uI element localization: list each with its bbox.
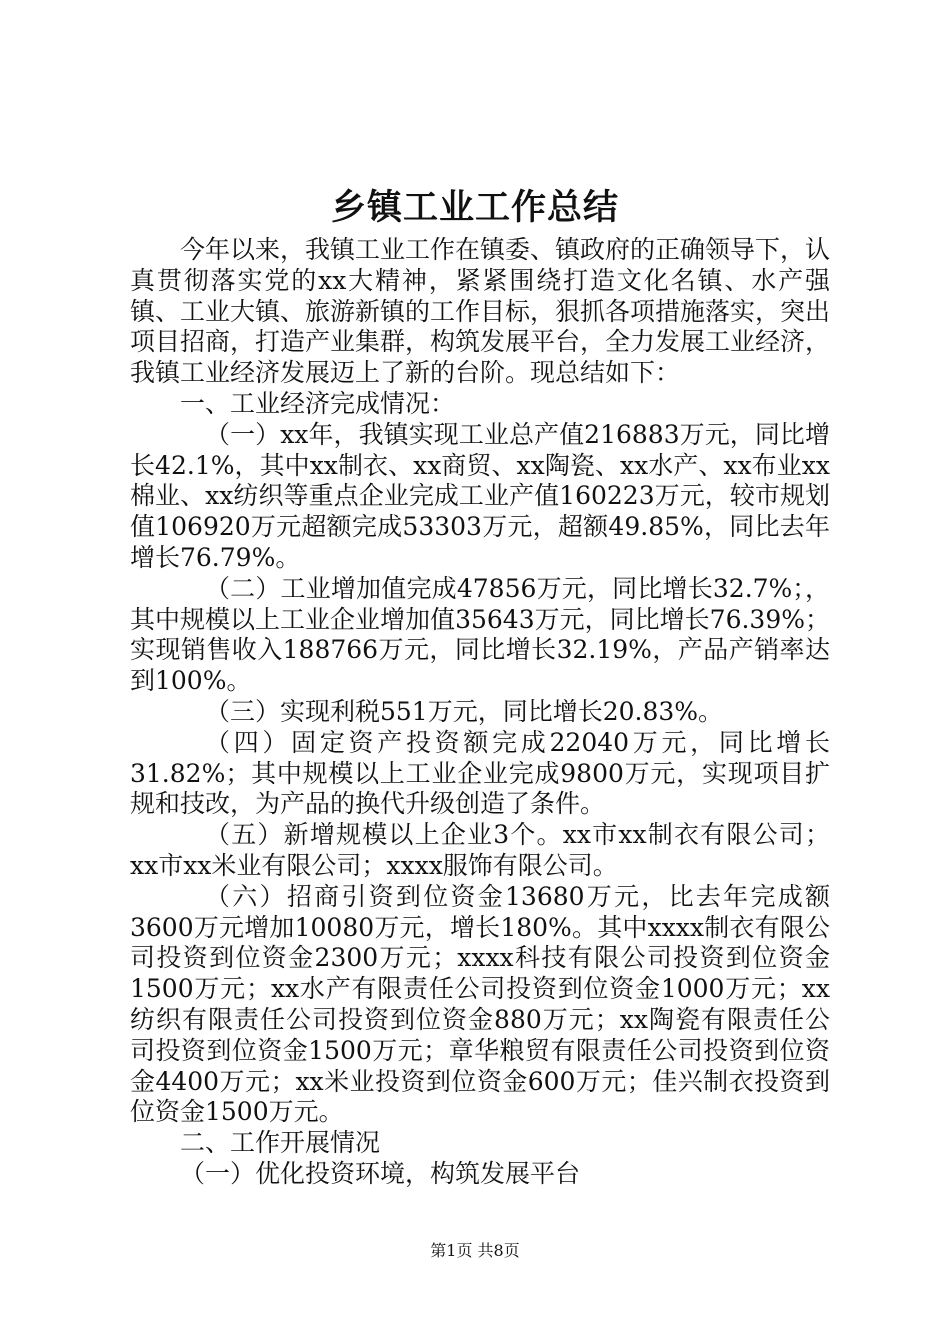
page-footer: 第1页 共8页 bbox=[430, 1241, 520, 1260]
section-heading-2: 二、工作开展情况 bbox=[180, 1128, 381, 1158]
document-body bbox=[130, 235, 830, 1190]
paragraph-item-6: （六）招商引资到位资金13680万元，比去年完成额3600万元增加10080万元，增长180%。其中xxxx制衣有限公司投资到位资金2300万元；xxxx科技有限公司投资到位资金1500万元；xx水产有限责任公司投资到位资金1000万元；xx纺织有限责任公司投资到位资金880万元；xx陶瓷有限责任公司投资到位资金1500万元；章华粮贸有限责任公司投资到位资金4400万元；xx米业投资到位资金600万元；佳兴制衣投资到位资金1500万元。 bbox=[130, 881, 830, 1127]
paragraph-item-4: （四）固定资产投资额完成22040万元，同比增长31.82%；其中规模以上工业企业完成9800万元，实现项目扩规和技改，为产品的换代升级创造了条件。 bbox=[130, 727, 830, 819]
document-title: 乡镇工业工作总结 bbox=[330, 187, 619, 228]
paragraph-item-1: （一）xx年，我镇实现工业总产值216883万元，同比增长42.1%，其中xx制衣、xx商贸、xx陶瓷、xx水产、xx布业xx棉业、xx纺织等重点企业完成工业产值160223万元，较市规划值106920万元超额完成53303万元，超额49.85%，同比去年增长76.79%。 bbox=[130, 419, 830, 572]
subsection-heading-1: （一）优化投资环境，构筑发展平台 bbox=[180, 1158, 581, 1188]
paragraph-item-3: （三）实现利税551万元，同比增长20.83%。 bbox=[205, 696, 724, 726]
section-heading-1: 一、工业经济完成情况： bbox=[180, 388, 456, 418]
paragraph-item-2: （二）工业增加值完成47856万元，同比增长32.7%；，其中规模以上工业企业增加值35643万元，同比增长76.39%；实现销售收入188766万元，同比增长32.19%，产品产销率达到100%。 bbox=[130, 573, 830, 696]
intro-paragraph: 今年以来，我镇工业工作在镇委、镇政府的正确领导下，认真贯彻落实党的xx大精神，紧紧围绕打造文化名镇、水产强镇、工业大镇、旅游新镇的工作目标，狠抓各项措施落实，突出项目招商，打造产业集群，构筑发展平台，全力发展工业经济，我镇工业经济发展迈上了新的台阶。现总结如下： bbox=[130, 235, 831, 388]
paragraph-item-5: （五）新增规模以上企业3个。xx市xx制衣有限公司；xx市xx米业有限公司；xxxx服饰有限公司。 bbox=[130, 820, 830, 880]
